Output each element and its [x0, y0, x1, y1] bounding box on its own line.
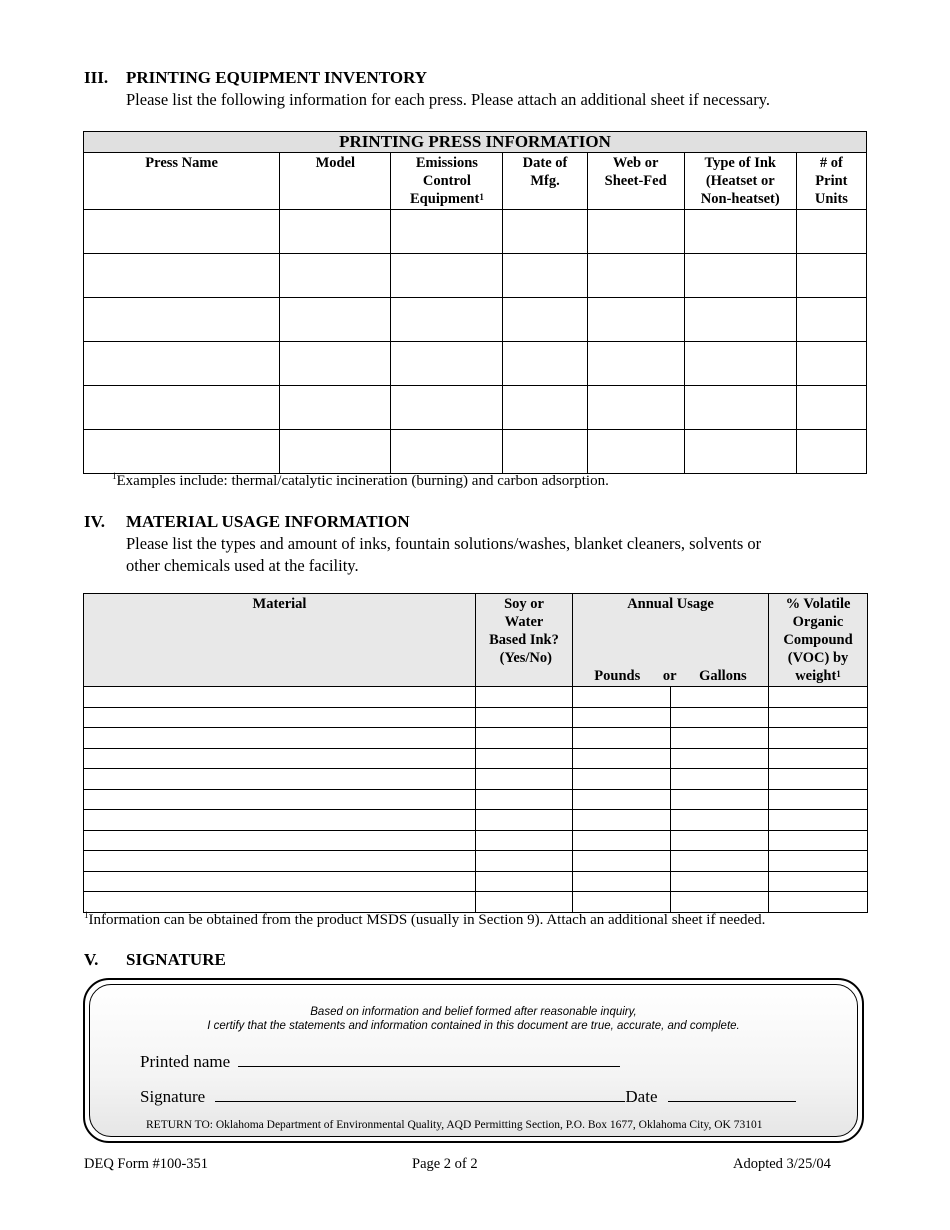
table-cell[interactable] — [503, 430, 587, 474]
table-cell[interactable] — [84, 707, 476, 728]
table-cell[interactable] — [796, 210, 866, 254]
header-or: or — [662, 668, 677, 684]
table-cell[interactable] — [573, 851, 671, 872]
table-cell[interactable] — [84, 342, 280, 386]
table-cell[interactable] — [391, 342, 503, 386]
table-cell[interactable] — [587, 210, 684, 254]
table-cell[interactable] — [796, 254, 866, 298]
table-cell[interactable] — [769, 728, 868, 749]
table-cell[interactable] — [84, 769, 476, 790]
table-cell[interactable] — [476, 789, 573, 810]
table-cell[interactable] — [796, 386, 866, 430]
table-cell[interactable] — [671, 687, 769, 708]
table-cell[interactable] — [476, 748, 573, 769]
section-number: III. — [84, 68, 109, 87]
table-cell[interactable] — [280, 210, 391, 254]
header-voc-by-weight: % Volatile Organic Compound (VOC) by weight$^1$ — [769, 594, 868, 687]
table-cell[interactable] — [573, 892, 671, 913]
header-gallons: Gallons — [699, 668, 747, 684]
table-cell[interactable] — [671, 871, 769, 892]
table-cell[interactable] — [391, 210, 503, 254]
table-cell[interactable] — [391, 254, 503, 298]
table-cell[interactable] — [476, 769, 573, 790]
date-field[interactable] — [668, 1086, 796, 1102]
table-row — [84, 298, 867, 342]
table-cell[interactable] — [671, 892, 769, 913]
table-cell[interactable] — [84, 687, 476, 708]
table-cell[interactable] — [587, 298, 684, 342]
table-cell[interactable] — [684, 298, 796, 342]
table-cell[interactable] — [84, 748, 476, 769]
table-cell[interactable] — [769, 871, 868, 892]
material-usage-table — [83, 593, 868, 913]
table-cell[interactable] — [391, 386, 503, 430]
header-annual-usage: Annual Usage Pounds or Gallons — [573, 594, 769, 687]
section-title: MATERIAL USAGE INFORMATION — [126, 512, 410, 531]
table-cell[interactable] — [476, 871, 573, 892]
header-model: Model — [280, 153, 391, 210]
header-soy-water-based: Soy or Water Based Ink? (Yes/No) — [476, 594, 573, 687]
table-cell[interactable] — [84, 789, 476, 810]
table-cell[interactable] — [280, 342, 391, 386]
table-cell[interactable] — [671, 728, 769, 749]
signature-field[interactable] — [215, 1086, 625, 1102]
table-cell[interactable] — [587, 254, 684, 298]
table-cell[interactable] — [573, 810, 671, 831]
section-3-description: Please list the following information for each press. Please attach an additional sheet if necessary. — [126, 90, 771, 109]
table-cell[interactable] — [587, 430, 684, 474]
table-row — [84, 851, 868, 872]
table-cell[interactable] — [671, 830, 769, 851]
header-material: Material — [84, 594, 476, 687]
table-cell[interactable] — [476, 830, 573, 851]
table-cell[interactable] — [84, 386, 280, 430]
table-cell[interactable] — [391, 430, 503, 474]
press-table-footnote: $^1$Examples include: thermal/catalytic incineration (burning) and carbon adsorption. — [112, 471, 609, 489]
table-cell[interactable] — [573, 871, 671, 892]
table-row — [84, 789, 868, 810]
table-cell[interactable] — [476, 728, 573, 749]
table-cell[interactable] — [84, 810, 476, 831]
table-cell[interactable] — [769, 687, 868, 708]
table-row — [84, 728, 868, 749]
table-row — [84, 342, 867, 386]
table-cell[interactable] — [671, 789, 769, 810]
table-row — [84, 810, 868, 831]
section-title: SIGNATURE — [126, 950, 226, 969]
table-cell[interactable] — [573, 687, 671, 708]
page-number: Page 2 of 2 — [412, 1156, 478, 1172]
table-cell[interactable] — [573, 707, 671, 728]
table-cell[interactable] — [671, 810, 769, 831]
table-cell[interactable] — [476, 892, 573, 913]
table-cell[interactable] — [671, 851, 769, 872]
table-cell[interactable] — [671, 769, 769, 790]
table-row — [84, 430, 867, 474]
table-cell[interactable] — [280, 430, 391, 474]
table-cell[interactable] — [84, 830, 476, 851]
section-4-heading — [84, 512, 410, 532]
table-cell[interactable] — [84, 851, 476, 872]
table-cell[interactable] — [769, 748, 868, 769]
table-cell[interactable] — [796, 342, 866, 386]
table-cell[interactable] — [84, 254, 280, 298]
table-row — [84, 210, 867, 254]
table-cell[interactable] — [280, 386, 391, 430]
header-press-name: Press Name — [84, 153, 280, 210]
table-row — [84, 830, 868, 851]
table-row — [84, 707, 868, 728]
table-cell[interactable] — [573, 830, 671, 851]
section-number: V. — [84, 950, 99, 969]
header-date-of-mfg: Date of Mfg. — [503, 153, 587, 210]
table-cell[interactable] — [503, 298, 587, 342]
material-table-footnote: $^1$Information can be obtained from the product MSDS (usually in Section 9). Attach an additional sheet if needed. — [84, 910, 766, 928]
table-cell[interactable] — [280, 254, 391, 298]
header-emissions-control: Emissions Control Equipment$^1$ — [391, 153, 503, 210]
table-cell[interactable] — [796, 298, 866, 342]
return-address: RETURN TO: Oklahoma Department of Environmental Quality, AQD Permitting Section, P.O. Box 1677, Oklahoma City, OK 73101 — [146, 1119, 763, 1131]
table-cell[interactable] — [769, 769, 868, 790]
table-cell[interactable] — [573, 748, 671, 769]
table-cell[interactable] — [84, 871, 476, 892]
table-cell[interactable] — [84, 892, 476, 913]
table-cell[interactable] — [503, 254, 587, 298]
certification-line-1: Based on information and belief formed after reasonable inquiry, — [310, 1006, 637, 1018]
adopted-date: Adopted 3/25/04 — [733, 1156, 831, 1172]
section-4-description: Please list the types and amount of inks, fountain solutions/washes, blanket cleaners, solvents or other chemicals used at the facility. — [126, 534, 762, 575]
table-cell[interactable] — [84, 210, 280, 254]
table-cell[interactable] — [671, 707, 769, 728]
signature-label: Signature — [140, 1087, 206, 1106]
table-cell[interactable] — [587, 342, 684, 386]
signature-box-inner — [89, 984, 858, 1137]
table-cell[interactable] — [573, 789, 671, 810]
table-cell[interactable] — [684, 210, 796, 254]
table-row — [84, 748, 868, 769]
table-cell[interactable] — [84, 430, 280, 474]
table-cell[interactable] — [573, 728, 671, 749]
table-cell[interactable] — [769, 789, 868, 810]
table-cell[interactable] — [391, 298, 503, 342]
form-number: DEQ Form #100-351 — [84, 1156, 209, 1172]
section-number: IV. — [84, 512, 105, 531]
table-cell[interactable] — [769, 810, 868, 831]
signature-row — [140, 1086, 796, 1107]
table-row — [84, 254, 867, 298]
table-row — [84, 871, 868, 892]
table-cell[interactable] — [84, 298, 280, 342]
printed-name-label: Printed name — [140, 1052, 231, 1071]
table-cell[interactable] — [476, 687, 573, 708]
printed-name-row — [140, 1051, 620, 1072]
signature-box — [83, 978, 864, 1143]
table-cell[interactable] — [476, 707, 573, 728]
table-cell[interactable] — [671, 748, 769, 769]
header-type-of-ink: Type of Ink (Heatset or Non-heatset) — [684, 153, 796, 210]
table-cell[interactable] — [573, 769, 671, 790]
table-row — [84, 892, 868, 913]
table-row — [84, 687, 868, 708]
section-5-heading — [84, 950, 226, 970]
table-cell[interactable] — [503, 342, 587, 386]
table-cell[interactable] — [769, 892, 868, 913]
table-row — [84, 769, 868, 790]
table-cell[interactable] — [280, 298, 391, 342]
table-cell[interactable] — [769, 851, 868, 872]
header-print-units: # of Print Units — [796, 153, 866, 210]
certification-line-2: I certify that the statements and information contained in this document are true, accurate, and complete. — [207, 1020, 740, 1032]
table-cell[interactable] — [684, 254, 796, 298]
table-cell[interactable] — [476, 851, 573, 872]
table-cell[interactable] — [503, 386, 587, 430]
date-label: Date — [625, 1087, 658, 1106]
table-cell[interactable] — [684, 342, 796, 386]
section-3-heading — [84, 68, 427, 88]
printing-press-table — [83, 131, 867, 474]
table-cell[interactable] — [503, 210, 587, 254]
table-cell[interactable] — [769, 707, 868, 728]
table-cell[interactable] — [796, 430, 866, 474]
section-title: PRINTING EQUIPMENT INVENTORY — [126, 68, 428, 87]
printed-name-field[interactable] — [238, 1051, 620, 1067]
header-web-or-sheet-fed: Web or Sheet-Fed — [587, 153, 684, 210]
table-cell[interactable] — [476, 810, 573, 831]
table-cell[interactable] — [684, 430, 796, 474]
table-cell[interactable] — [684, 386, 796, 430]
table-row — [84, 386, 867, 430]
table-cell[interactable] — [84, 728, 476, 749]
press-table-title: PRINTING PRESS INFORMATION — [84, 132, 867, 153]
header-pounds: Pounds — [594, 668, 641, 684]
table-cell[interactable] — [769, 830, 868, 851]
table-cell[interactable] — [587, 386, 684, 430]
